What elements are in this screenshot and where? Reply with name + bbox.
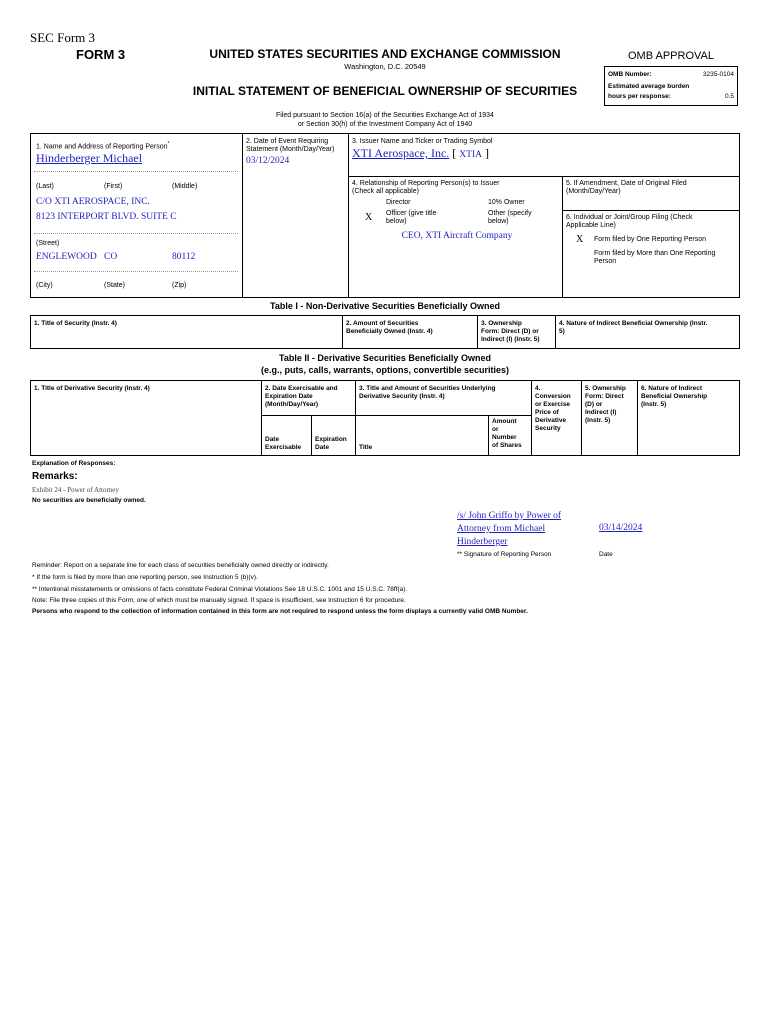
table2-col-conversion: 4. Conversion or Exercise Price of Derivative Security [535,385,571,432]
reporting-person-label: 1. Name and Address of Reporting Person* [36,141,170,151]
footnote-multiple-persons: * If the form is filed by more than one reporting person, see Instruction 5 (b)(v). [32,574,258,581]
omb-burden-label1: Estimated average burden [608,83,690,90]
table2-col-expiration-date: Expiration Date [315,436,347,451]
issuer-name[interactable]: XTI Aerospace, Inc. [352,146,450,160]
omb-burden-label2: hours per response: [608,93,671,100]
table2-col-title: 1. Title of Derivative Security (Instr. 4) [34,385,150,392]
table2-subtitle: (e.g., puts, calls, warrants, options, convertible securities) [260,365,510,375]
filing-option-more1: Form filed by More than One Reporting [594,250,716,257]
table1-title: Table I - Non-Derivative Securities Beneficially Owned [270,301,500,311]
signature-label: ** Signature of Reporting Person [457,551,552,558]
table2-col-underlying: 3. Title and Amount of Securities Underlying Derivative Security (Instr. 4) [359,385,496,400]
street-label: (Street) [36,240,60,247]
omb-burden-value: 0.5 [724,93,734,100]
form-number: FORM 3 [76,47,126,62]
filing-option-one: Form filed by One Reporting Person [594,236,707,243]
filed-pursuant-line1: Filed pursuant to Section 16(a) of the Securities Exchange Act of 1934 [276,112,494,119]
no-securities-remark: No securities are beneficially owned. [32,497,146,504]
issuer-line: XTI Aerospace, Inc. [ XTIA ] [352,146,489,160]
table1-col-nature: 4. Nature of Indirect Beneficial Ownership (Instr. 5) [559,320,708,335]
officer-label2: below) [386,218,407,225]
table2-col-dates: 2. Date Exercisable and Expiration Date (Month/Day/Year) [265,385,338,408]
state-label: (State) [104,282,126,289]
filing-type-label1: 6. Individual or Joint/Group Filing (Check [566,214,693,221]
other-label1: Other (specify [488,210,532,217]
explanation-heading: Explanation of Responses: [32,460,116,467]
filing-check-mark: X [576,234,584,245]
state-value: CO [104,252,118,262]
amendment-label2: (Month/Day/Year) [566,188,621,195]
signature-link[interactable]: /s/ John Griffo by Power of Attorney from Michael Hinderberger [457,511,562,547]
footnote-copies: Note: File three copies of this Form, one of which must be manually signed. If space is insufficient, see Instruction 6 for procedure. [32,597,406,604]
table1-col-amount: 2. Amount of Securities Beneficially Owned (Instr. 4) [346,320,433,335]
omb-number-value: 3235-0104 [702,71,734,78]
table2-col-underlying-amount: Amount or Number of Shares [492,418,522,449]
last-label: (Last) [36,183,54,190]
relationship-label2: (Check all applicable) [352,188,419,195]
address-line1: C/O XTI AEROSPACE, INC. [36,197,150,207]
city-label: (City) [36,282,53,289]
reporting-person-name[interactable]: Hinderberger Michael [36,151,143,165]
omb-number-label: OMB Number: [608,71,652,78]
table2-col-underlying-title: Title [359,444,373,451]
form-title: INITIAL STATEMENT OF BENEFICIAL OWNERSHIP OF SECURITIES [192,84,578,98]
event-date-label1: 2. Date of Event Requiring [246,138,329,145]
address-line2: 8123 INTERPORT BLVD. SUITE C [36,212,177,222]
director-checkbox-label: Director [386,199,411,206]
table1-col-ownership: 3. Ownership Form: Direct (D) or Indirect (I) (Instr. 5) [481,320,540,343]
footnote-violations: ** Intentional misstatements or omissions of facts constitute Federal Criminal Violations See 18 U.S.C. 1001 and 15 U.S.C. 78ff(a). [32,586,408,593]
event-date-label2: Statement (Month/Day/Year) [246,146,335,153]
table1-col-title: 1. Title of Security (Instr. 4) [34,320,117,327]
omb-disclaimer: Persons who respond to the collection of information contained in this form are not required to respond unless the form displays a currently valid OMB Number. [32,608,528,615]
commission-title: UNITED STATES SECURITIES AND EXCHANGE COMMISSION [209,47,561,61]
reminder-note: Reminder: Report on a separate line for each class of securities beneficially owned directly or indirectly. [32,562,329,569]
commission-location: Washington, D.C. 20549 [344,62,426,71]
signature-date: 03/14/2024 [599,523,643,533]
remarks-heading: Remarks: [32,471,78,482]
officer-check-mark: X [365,212,373,223]
issuer-label: 3. Issuer Name and Ticker or Trading Symbol [352,138,493,145]
table2-col-ownership-form: 5. Ownership Form: Direct (D) or Indirect (I) (Instr. 5) [585,385,626,424]
zip-label: (Zip) [172,282,187,289]
officer-label1: Officer (give title [386,210,437,217]
middle-label: (Middle) [172,183,198,190]
city-value: ENGLEWOOD [36,252,97,262]
omb-approval-title: OMB APPROVAL [628,50,714,62]
amendment-label1: 5. If Amendment, Date of Original Filed [566,180,687,187]
ten-percent-owner-label: 10% Owner [488,199,525,206]
filing-type-label2: Applicable Line) [566,222,616,229]
relationship-label1: 4. Relationship of Reporting Person(s) to Issuer [352,180,500,187]
table2-col-date-exercisable: Date Exercisable [265,436,302,451]
table2-col-nature: 6. Nature of Indirect Beneficial Ownership (Instr. 5) [641,385,708,408]
other-label2: below) [488,218,509,225]
event-date-value: 03/12/2024 [246,156,290,166]
filed-pursuant-line2: or Section 30(h) of the Investment Company Act of 1940 [297,121,473,128]
zip-value: 80112 [172,252,196,262]
sec-form-label: SEC Form 3 [30,30,96,45]
ticker-symbol: XTIA [459,150,482,160]
date-label: Date [599,551,613,558]
officer-title: CEO, XTI Aircraft Company [401,231,513,241]
first-label: (First) [104,183,123,190]
filing-option-more2: Person [594,258,617,265]
exhibit-note: Exhibit 24 - Power of Attorney [32,486,119,494]
table2-title: Table II - Derivative Securities Beneficially Owned [279,353,491,363]
